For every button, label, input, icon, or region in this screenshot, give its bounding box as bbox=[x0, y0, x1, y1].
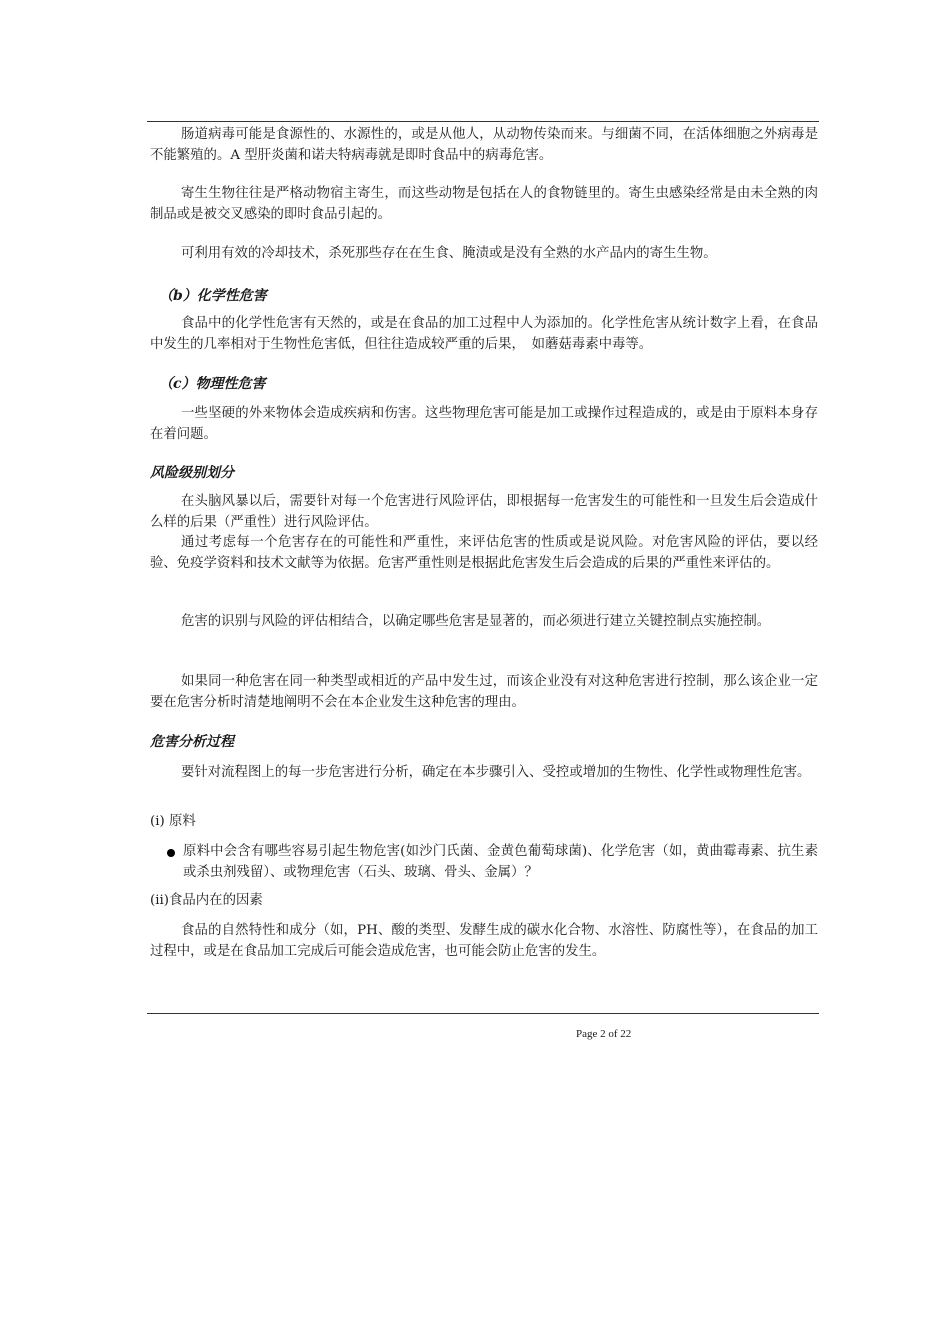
footer-rule bbox=[147, 1013, 819, 1014]
page-number: Page 2 of 22 bbox=[576, 1028, 632, 1040]
paragraph-significant-hazard: 危害的识别与风险的评估相结合，以确定哪些危害是显著的，而必须进行建立关键控制点实施控制。 bbox=[181, 614, 771, 629]
header-rule bbox=[147, 121, 819, 122]
bullet-text: 原料中会含有哪些容易引起生物危害(如沙门氏菌、金黄色葡萄球菌)、化学危害（如，黄曲霉毒素、抗生素或杀虫剂残留）、或物理危害（石头、玻璃、骨头、金属）？ bbox=[183, 844, 818, 880]
heading-hazard-analysis: 危害分析过程 bbox=[150, 734, 234, 750]
paragraph-brainstorm: 在头脑风暴以后，需要针对每一个危害进行风险评估，即根据每一危害发生的可能性和一旦发生后会造成什么样的后果（严重性）进行风险评估。 bbox=[150, 494, 818, 530]
paragraph-same-hazard: 如果同一种危害在同一种类型或相近的产品中发生过，而该企业没有对这种危害进行控制，那么该企业一定要在危害分析时清楚地阐明不会在本企业发生这种危害的理由。 bbox=[150, 674, 818, 710]
heading-physical-hazard: （c）物理性危害 bbox=[159, 376, 266, 392]
list-item bbox=[150, 841, 818, 883]
bullet-icon bbox=[167, 849, 175, 857]
paragraph-parasites: 寄生生物往往是严格动物宿主寄生，而这些动物是包括在人的食物链里的。寄生虫感染经常是由未全熟的肉制品或是被交叉感染的即时食品引起的。 bbox=[150, 186, 818, 222]
paragraph-risk-assessment: 通过考虑每一个危害存在的可能性和严重性，来评估危害的性质或是说风险。对危害风险的评估，要以经验、免疫学资料和技术文献等为依据。危害严重性则是根据此危害发生后会造成的后果的严重性来评估的。 bbox=[150, 535, 818, 571]
heading-chemical-hazard: （b）化学性危害 bbox=[159, 288, 267, 304]
paragraph-intrinsic: 食品的自然特性和成分（如，PH、酸的类型、发酵生成的碳水化合物、水溶性、防腐性等），在食品的加工过程中，或是在食品加工完成后可能会造成危害，也可能会防止危害的发生。 bbox=[150, 923, 818, 959]
paragraph-chemical: 食品中的化学性危害有天然的，或是在食品的加工过程中人为添加的。化学性危害从统计数字上看，在食品中发生的几率相对于生物性危害低，但往往造成较严重的后果， 如蘑菇毒素中毒等。 bbox=[150, 316, 818, 352]
subheading-intrinsic-factors: (ii)食品内在的因素 bbox=[150, 893, 263, 908]
paragraph-physical: 一些坚硬的外来物体会造成疾病和伤害。这些物理危害可能是加工或操作过程造成的，或是由于原料本身存在着问题。 bbox=[150, 406, 818, 442]
paragraph-enteric-virus: 肠道病毒可能是食源性的、水源性的，或是从他人，从动物传染而来。与细菌不同，在活体细胞之外病毒是不能繁殖的。A 型肝炎菌和诺夫特病毒就是即时食品中的病毒危害。 bbox=[150, 127, 818, 163]
heading-risk-level: 风险级别划分 bbox=[150, 465, 234, 481]
subheading-raw-material: (i) 原料 bbox=[150, 814, 196, 829]
paragraph-freezing: 可利用有效的冷却技术，杀死那些存在在生食、腌渍或是没有全熟的水产品内的寄生生物。 bbox=[181, 246, 717, 261]
paragraph-flowchart-analysis: 要针对流程图上的每一步危害进行分析，确定在本步骤引入、受控或增加的生物性、化学性或物理性危害。 bbox=[181, 765, 811, 780]
